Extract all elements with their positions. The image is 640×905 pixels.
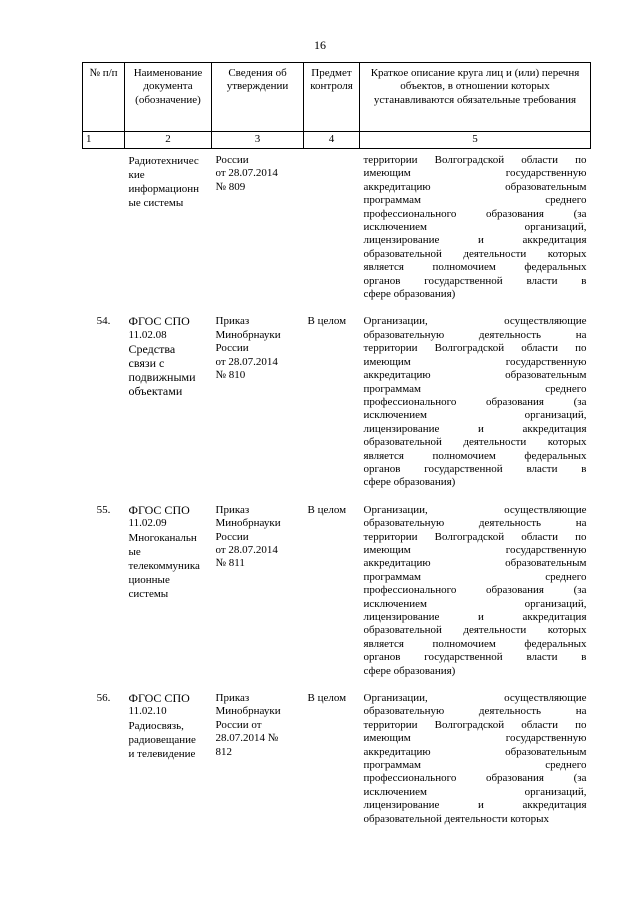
description-line: образовательную деятельность на [363, 328, 587, 341]
description-line: исключением организаций, [363, 785, 587, 798]
description-line: образовательную деятельность на [363, 705, 587, 718]
specialty-code: 11.02.09 [128, 517, 167, 530]
table-row [83, 490, 591, 678]
column-number: 1 [83, 132, 125, 149]
description-line: лицензирование и аккредитация [363, 799, 587, 812]
text-line: системы [128, 587, 169, 600]
text-line: и телевидение [128, 747, 196, 760]
text-line: связи с [128, 356, 165, 371]
document-name [125, 490, 212, 678]
description-line: профессионального образования (за [363, 395, 587, 408]
description-line: Организации, осуществляющие [363, 503, 587, 516]
description-line: сфере образования) [363, 476, 456, 489]
description-line: Организации, осуществляющие [363, 315, 587, 328]
description-line: территории Волгоградской области по [363, 154, 587, 166]
text-line: № 809 [215, 180, 246, 193]
text-line: № 810 [215, 369, 246, 382]
description-line: исключением организаций, [363, 221, 587, 234]
document-title [129, 154, 208, 210]
scope-description [360, 301, 591, 489]
header-scope-description: Краткое описание круга лиц и (или) перечня объектов, в отношении которых устанавливаются обязательные требования [360, 63, 591, 132]
table-row-continuation [83, 149, 591, 302]
description-line: лицензирование и аккредитация [363, 611, 587, 623]
column-number-row [83, 132, 591, 149]
text-line: от 28.07.2014 [215, 355, 278, 368]
standard-name: ФГОС СПО [128, 691, 190, 706]
description-line: аккредитацию образовательным [363, 745, 587, 758]
description-line: является полномочием федеральных [363, 449, 587, 462]
specialty-code: 11.02.08 [128, 328, 167, 341]
description-line: образовательной деятельности которых [363, 436, 587, 449]
scope-description [360, 678, 591, 826]
description-line: имеющим государственную [363, 732, 587, 745]
row-number: 54. [96, 315, 111, 328]
control-subject: В целом [307, 692, 347, 705]
description-line: территории Волгоградской области по [363, 530, 587, 543]
description-line: программам среднего [363, 570, 587, 583]
table-header [83, 63, 591, 149]
column-number: 2 [125, 132, 212, 149]
row-number: 55. [96, 503, 111, 516]
description-line: имеющим государственную [363, 167, 587, 180]
text-line: Радиотехничес [128, 155, 199, 167]
description-line: исключением организаций, [363, 597, 587, 610]
description-line: органов государственной власти в [363, 651, 587, 664]
text-line: Радиосвязь, [128, 719, 184, 732]
description-line: образовательную деятельность на [363, 517, 587, 530]
description-line: профессионального образования (за [363, 584, 587, 597]
column-number: 5 [360, 132, 591, 149]
row-number [83, 149, 125, 302]
scope-description [360, 149, 591, 302]
description-line: профессионального образования (за [363, 772, 587, 785]
page-number: 16 [314, 38, 326, 52]
description-line: аккредитацию образовательным [363, 557, 587, 570]
text-line: Минобрнауки [215, 705, 281, 718]
header-control-subject: Предмет контроля [304, 63, 360, 132]
requirements-table [82, 62, 591, 826]
standard-name: ФГОС СПО [128, 502, 190, 517]
header-number: № п/п [83, 63, 125, 132]
description-line: территории Волгоградской области по [363, 718, 587, 731]
text-line: России [215, 530, 249, 543]
text-line: объектами [128, 384, 183, 399]
text-line: Приказ [215, 503, 250, 516]
text-line: от 28.07.2014 [215, 167, 278, 180]
text-line: 28.07.2014 № [215, 732, 279, 745]
column-number: 4 [304, 132, 360, 149]
description-line: территории Волгоградской области по [363, 342, 587, 355]
scope-description [360, 490, 591, 678]
text-line: Минобрнауки [215, 517, 281, 530]
document-name [125, 301, 212, 489]
description-line: Организации, осуществляющие [363, 692, 587, 705]
text-line: ые системы [128, 197, 184, 209]
description-line: образовательной деятельности которых [363, 812, 550, 825]
control-subject: В целом [307, 503, 347, 516]
text-line: России от [215, 718, 262, 731]
text-line: кие [128, 169, 145, 181]
table-row [83, 301, 591, 489]
specialty-code: 11.02.10 [128, 705, 167, 718]
row-number: 56. [96, 692, 111, 705]
specialty-title [129, 342, 208, 398]
text-line: подвижными [128, 370, 196, 385]
description-line: имеющим государственную [363, 543, 587, 556]
text-line: России [215, 154, 249, 166]
text-line: ционные [128, 573, 170, 586]
description-line: имеющим государственную [363, 355, 587, 368]
description-line: является полномочием федеральных [363, 261, 587, 274]
text-line: информационн [128, 183, 200, 195]
approval-info [212, 149, 304, 302]
text-line: ые [128, 545, 141, 558]
table-body [83, 149, 591, 827]
description-line: образовательной деятельности которых [363, 247, 587, 260]
column-number: 3 [212, 132, 304, 149]
approval-info [212, 678, 304, 826]
text-line: Минобрнауки [215, 328, 281, 341]
description-line: программам среднего [363, 759, 587, 772]
text-line: от 28.07.2014 [215, 543, 278, 556]
description-line: образовательной деятельности которых [363, 624, 587, 637]
control-subject: В целом [307, 315, 347, 328]
text-line: № 811 [215, 557, 245, 570]
text-line: Средства [128, 342, 176, 357]
approval-info [212, 301, 304, 489]
description-line: программам среднего [363, 194, 587, 207]
specialty-title [129, 719, 208, 761]
description-line: органов государственной власти в [363, 462, 587, 475]
text-line: России [215, 342, 249, 355]
header-document-name: Наименование документа (обозначение) [125, 63, 212, 132]
description-line: лицензирование и аккредитация [363, 234, 587, 247]
header-approval-info: Сведения об утверждении [212, 63, 304, 132]
description-line: профессионального образования (за [363, 207, 587, 220]
description-line: сфере образования) [363, 664, 456, 677]
standard-name: ФГОС СПО [128, 314, 190, 329]
approval-info [212, 490, 304, 678]
table-row [83, 678, 591, 826]
text-line: Приказ [215, 315, 250, 328]
text-line: Многоканальн [128, 531, 197, 544]
document-name [125, 678, 212, 826]
description-line: является полномочием федеральных [363, 637, 587, 650]
text-line: радиовещание [128, 733, 196, 746]
description-line: лицензирование и аккредитация [363, 422, 587, 435]
text-line: Приказ [215, 692, 250, 705]
control-subject [304, 149, 360, 302]
description-line: аккредитацию образовательным [363, 369, 587, 382]
text-line: телекоммуника [128, 559, 200, 572]
text-line: 812 [215, 745, 232, 758]
description-line: органов государственной власти в [363, 274, 587, 287]
description-line: сфере образования) [363, 288, 456, 301]
description-line: исключением организаций, [363, 409, 587, 422]
description-line: программам среднего [363, 382, 587, 395]
document-name [125, 149, 212, 302]
description-line: аккредитацию образовательным [363, 180, 587, 193]
specialty-title [129, 531, 208, 601]
